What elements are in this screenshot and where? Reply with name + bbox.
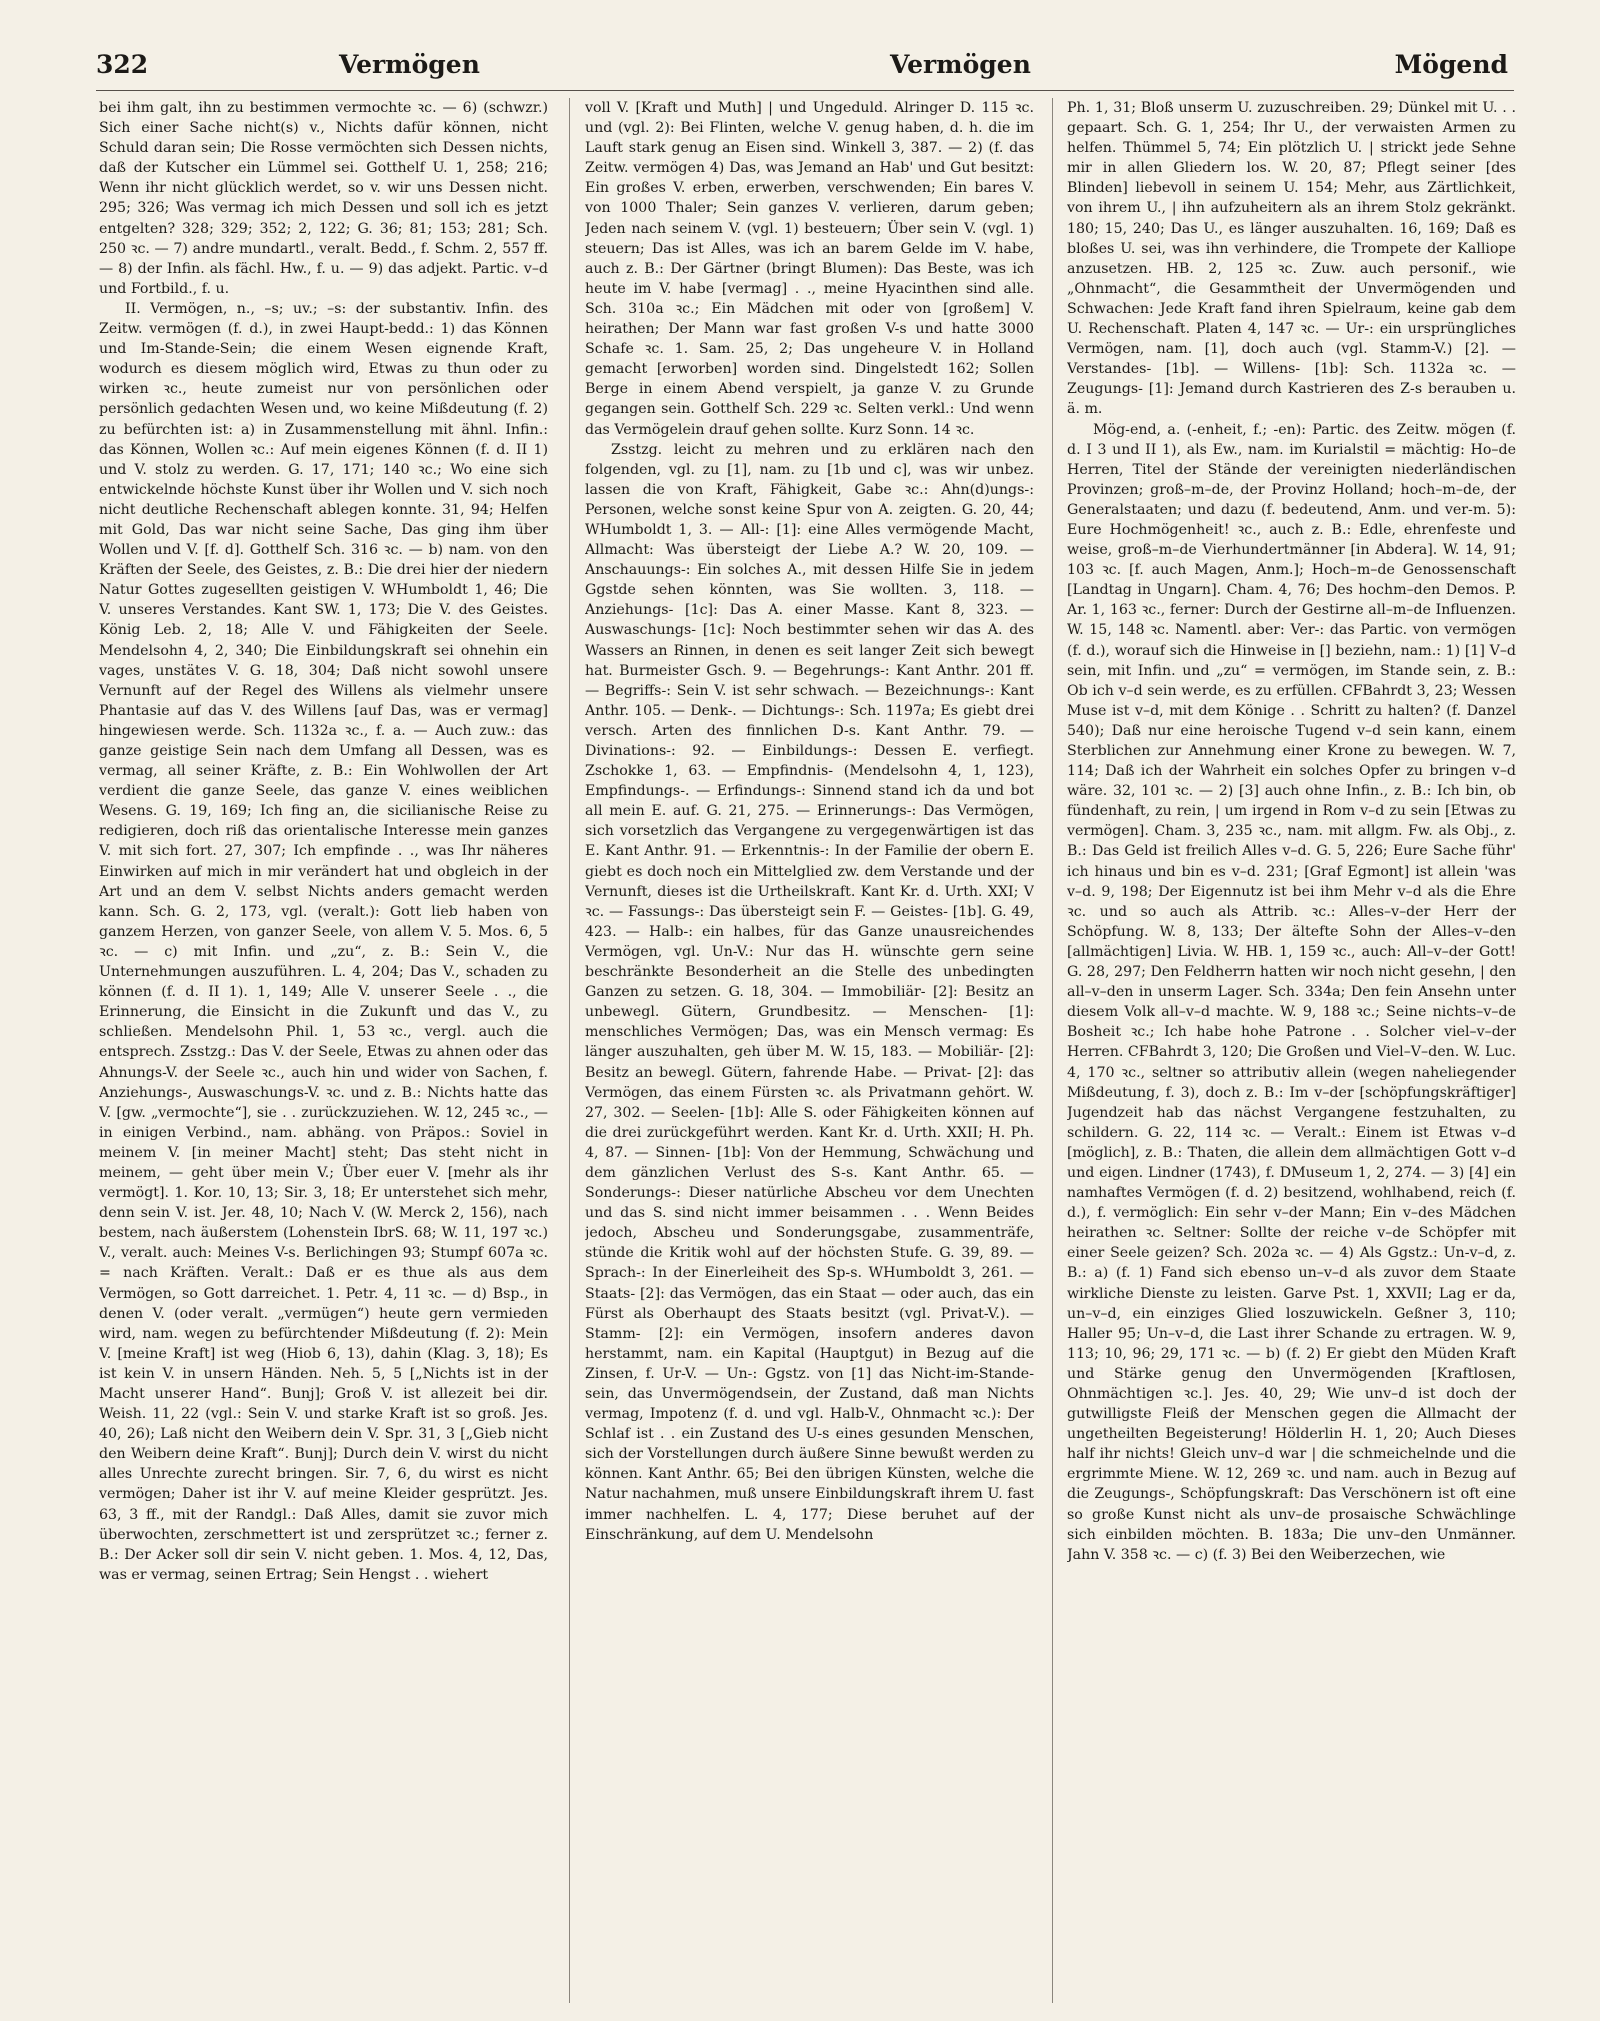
- page-header: [96, 50, 1516, 90]
- running-head-left: Vermögen: [339, 50, 480, 79]
- header-rule: [96, 90, 1514, 91]
- entry-paragraph: bei ihm galt, ihn zu bestimmen vermochte ꝛc. — 6) (schwzr.) Sich einer Sache nicht(s) v., Nichts dafür können, nicht Schuld daran sein; Die Rosse vermöchten sich Dessen nichts, daß der Kutscher ein Lümmel sei. Gotthelf U. 1, 258; 216; Wenn ihr nicht glücklich werdet, so v. wir uns Dessen nicht. 295; 326; Was vermag ich mich Dessen und soll ich es jetzt entgelten? 328; 329; 352; 2, 122; G. 36; 81; 153; 281; Sch. 250 ꝛc. — 7) andre mundartl., veralt. Bedd., f. Schm. 2, 557 ff. — 8) der Infin. als fächl. Hw., f. u. — 9) das adjekt. Partic. v–d und Fortbild., f. u.: [99, 100, 548, 297]
- entry-paragraph: II. Vermögen, n., –s; uv.; –s: der substantiv. Infin. des Zeitw. vermögen (f. d.), in zwei Haupt-bedd.: 1) das Können und Im-Stande-Sein; die einem Wesen eignende Kraft, wodurch es diesem möglich wird, Etwas zu thun oder zu wirken ꝛc., heute zumeist nur von persönlichen oder persönlich gedachten Wesen und, wo keine Mißdeutung (f. 2) zu befürchten ist: a) in Zusammenstellung mit ähnl. Infin.: das Können, Wollen ꝛc.: Auf mein eigenes Können (f. d. II 1) und V. stolz zu werden. G. 17, 171; 140 ꝛc.; Wo eine sich entwickelnde höchste Kunst über ihr Wollen und V. sich noch nicht deutliche Rechenschaft ablegen konnte. 31, 94; Helfen mit Gold, Das war nicht seine Sache, Das ging ihm über Wollen und V. [f. d]. Gotthelf Sch. 316 ꝛc. — b) nam. von den Kräften der Seele, des Geistes, z. B.: Die drei hier der niedern Natur Gottes zugesellten geistigen V. WHumboldt 1, 46; Die V. unseres Verstandes. Kant SW. 1, 173; Die V. des Geistes. König Leb. 2, 18; Alle V. und Fähigkeiten der Seele. Mendelsohn 4, 2, 340; Die Einbildungskraft sei ohnehin ein vages, unstätes V. G. 18, 304; Daß nicht sowohl unsere Vernunft auf der Regel des Willens als vielmehr unsere Phantasie auf das V. des Willens [auf Das, was er vermag] hingewiesen werde. Sch. 1132a ꝛc., f. a. — Auch zuw.: das ganze geistige Sein nach dem Umfang all Dessen, was es vermag, all seiner Kräfte, z. B.: Ein Wohlwollen der Art verdient die ganze Seele, das ganze V. eines weiblichen Wesens. G. 19, 169; Ich fing an, die sicilianische Reise zu redigieren, doch riß das orientalische Interesse mein ganzes V. mit sich fort. 27, 307; Ich empfinde . ., was Ihr näheres Einwirken auf mich in mir verändert hat und obgleich in der Art und an dem V. selbst Nichts anders gemacht werden kann. Sch. G. 2, 173, vgl. (veralt.): Gott lieb haben von ganzem Herzen, von ganzer Seele, von allem V. 5. Mos. 6, 5 ꝛc. — c) mit Infin. und „zu“, z. B.: Sein V., die Unternehmungen auszuführen. L. 4, 204; Das V., schaden zu können (f. d. II 1). 1, 149; Alle V. unserer Seele . ., die Erinnerung, die Einsicht in die Zukunft und das V., zu schließen. Mendelsohn Phil. 1, 53 ꝛc., vergl. auch die entsprech. Zsstzg.: Das V. der Seele, Etwas zu ahnen oder das Ahnungs-V. der Seele ꝛc., auch hin und wider von Sachen, f. Anziehungs-, Auswaschungs-V. ꝛc. und z. B.: Nichts hatte das V. [gw. „vermochte“], sie . . zurückzuziehen. W. 12, 245 ꝛc., — in einigen Verbind., nam. abhäng. von Präpos.: Soviel in meinem V. [in meiner Macht] steht; Das steht nicht in meinem, — geht über mein V.; Über euer V. [mehr als ihr vermögt]. 1. Kor. 10, 13; Sir. 3, 18; Er unterstehet sich mehr, denn sein V. ist. Jer. 48, 10; Nach V. (W. Merck 2, 156), nach bestem, nach äußerstem (Lohenstein IbrS. 68; W. 11, 197 ꝛc.) V., veralt. auch: Meines V-s. Berlichingen 93; Stumpf 607a ꝛc. = nach Kräften. Veralt.: Daß er es thue als aus dem Vermögen, so Gott darreichet. 1. Petr. 4, 11 ꝛc. — d) Bsp., in denen V. (oder veralt. „vermügen“) heute gern vermieden wird, nam. wegen zu befürchtender Mißdeutung (f. 2): Mein V. [meine Kraft] ist weg (Hiob 6, 13), dahin (Klag. 3, 18); Es ist kein V. in unsern Händen. Neh. 5, 5 [„Nichts ist in der Macht unserer Hand“. Bunj]; Groß V. ist allezeit bei dir. Weish. 11, 22 (vgl.: Sein V. und starke Kraft ist so groß. Jes. 40, 26); Laß nicht den Weibern dein V. Spr. 31, 3 [„Gieb nicht den Weibern deine Kraft“. Bunj]; Durch dein V. wirst du nicht alles Unrechte zurecht bringen. Sir. 7, 6, du wirst es nicht vermögen; Daher ist ihr V. auf meine Kleider gesprützt. Jes. 63, 3 ff., mit der Randgl.: Daß Alles, damit sie zuvor mich überwochten, zerschmettert ist und zersprützet ꝛc.; ferner z. B.: Der Acker soll dir sein V. nicht geben. 1. Mos. 4, 12, Das, was er vermag, seinen Ertrag; Sein Hengst . . wiehert: [99, 300, 548, 1583]
- column-2: [585, 98, 1034, 1998]
- column-3: [1067, 98, 1516, 1998]
- entry-paragraph: voll V. [Kraft und Muth] | und Ungeduld. Alringer D. 115 ꝛc. und (vgl. 2): Bei Flinten, welche V. genug haben, d. h. die im Lauft stark genug an Eisen sind. Winkell 3, 387. — 2) (f. das Zeitw. vermögen 4) Das, was Jemand an Hab' und Gut besitzt: Ein großes V. erben, erwerben, verschwenden; Ein bares V. von 1000 Thaler; Sein ganzes V. verlieren, darum geben; Jeden nach seinem V. (vgl. 1) besteuern; Über sein V. (vgl. 1) steuern; Das ist Alles, was ich an barem Gelde im V. habe, auch z. B.: Der Gärtner (bringt Blumen): Das Beste, was ich heute im V. habe [vermag] . ., meine Hyacinthen sind alle. Sch. 310a ꝛc.; Ein Mädchen mit oder von [großem] V. heirathen; Der Mann war fast großen V-s und hatte 3000 Schafe ꝛc. 1. Sam. 25, 2; Das ungeheure V. in Holland gemacht [erworben] worden sind. Dingelstedt 162; Sollen Berge in einem Abend verspielt, ja ganze V. zu Grunde gegangen sein. Gotthelf Sch. 229 ꝛc. Selten verkl.: Und wenn das Vermögelein drauf gehen sollte. Kurz Sonn. 14 ꝛc.: [585, 100, 1034, 438]
- entry-paragraph: Zsstzg. leicht zu mehren und zu erklären nach den folgenden, vgl. zu [1], nam. zu [1b und c], was wir unbez. lassen die von Kraft, Fähigkeit, Gabe ꝛc.: Ahn(d)ungs-: Personen, welche sonst keine Spur von A. zeigten. G. 20, 44; WHumboldt 1, 3. — All-: [1]: eine Alles vermögende Macht, Allmacht: Was übersteigt der Liebe A.? W. 20, 109. — Anschauungs-: Ein solches A., mit dessen Hilfe Sie in jedem Ggstde sehen könnten, was Sie wollten. 3, 118. — Anziehungs- [1c]: Das A. einer Masse. Kant 8, 323. — Auswaschungs- [1c]: Noch bestimmter sehen wir das A. des Wassers an Rinnen, in denen es seit langer Zeit sich bewegt hat. Burmeister Gsch. 9. — Begehrungs-: Kant Anthr. 201 ff. — Begriffs-: Sein V. ist sehr schwach. — Bezeichnungs-: Kant Anthr. 105. — Denk-. — Dichtungs-: Sch. 1197a; Es giebt drei versch. Arten des finnlichen D-s. Kant Anthr. 79. — Divinations-: 92. — Einbildungs-: Dessen E. verfiegt. Zschokke 1, 63. — Empfindnis- (Mendelsohn 4, 1, 123), Empfindungs-. — Erfindungs-: Sinnend stand ich da und bot all mein E. auf. G. 21, 275. — Erinnerungs-: Das Vermögen, sich vorsetzlich das Vergangene zu vergegenwärtigen ist das E. Kant Anthr. 91. — Erkenntnis-: In der Familie der obern E. giebt es doch noch ein Mittelglied zw. dem Verstande und der Vernunft, dieses ist die Urtheilskraft. Kant Kr. d. Urth. XXI; V ꝛc. — Fassungs-: Das übersteigt sein F. — Geistes- [1b]. G. 49, 423. — Halb-: ein halbes, für das Ganze unausreichendes Vermögen, vgl. Un-V.: Nur das H. wünschte gern seine beschränkte Besonderheit an die Stelle des unbedingten Ganzen zu setzen. G. 18, 304. — Immobiliär- [2]: Besitz an unbewegl. Gütern, Grundbesitz. — Menschen- [1]: menschliches Vermögen; Das, was ein Mensch vermag: Es länger auszuhalten, geh über M. W. 15, 183. — Mobiliär- [2]: Besitz an bewegl. Gütern, fahrende Habe. — Privat- [2]: das Vermögen, das einem Fürsten ꝛc. als Privatmann gehört. W. 27, 302. — Seelen- [1b]: Alle S. oder Fähigkeiten können auf die drei zurückgeführt werden. Kant Kr. d. Urth. XXII; H. Ph. 4, 87. — Sinnen- [1b]: Von der Hemmung, Schwächung und dem gänzlichen Verlust des S-s. Kant Anthr. 65. — Sonderungs-: Dieser natürliche Abscheu vor dem Unechten und das S. sind nicht immer beisammen . . . Wenn Beides jedoch, Abscheu und Sonderungsgabe, zusammenträfe, stünde die Kritik wohl auf der höchsten Stufe. G. 39, 89. — Sprach-: In der Einerleiheit des Sp-s. WHumboldt 3, 261. — Staats- [2]: das Vermögen, das ein Staat — oder auch, das ein Fürst als Oberhaupt des Staats besitzt (vgl. Privat-V.). — Stamm- [2]: ein Vermögen, insofern anderes davon herstammt, nam. ein Kapital (Hauptgut) in Bezug auf die Zinsen, f. Ur-V. — Un-: Ggstz. von [1] das Nicht-im-Stande-sein, das Unvermögendsein, der Zustand, daß man Nichts vermag, Impotenz (f. d. und vgl. Halb-V., Ohnmacht ꝛc.): Der Schlaf ist . . ein Zustand des U-s eines gesunden Menschen, sich der Vorstellungen durch äußere Sinne bewußt werden zu können. Kant Anthr. 65; Bei den übrigen Künsten, welche die Natur nachahmen, muß unsere Einbildungskraft ihrem U. fast immer nachhelfen. L. 4, 177; Diese beruhet auf der Einschränkung, auf dem U. Mendelsohn: [585, 441, 1034, 1543]
- column-1: [99, 98, 548, 1998]
- entry-paragraph: Mög-end, a. (-enheit, f.; -en): Partic. des Zeitw. mögen (f. d. I 3 und II 1), als Ew., nam. im Kurialstil = mächtig: Ho–de Herren, Titel der Stände der vereinigten niederländischen Provinzen; groß–m–de, der Provinz Holland; hoch–m–de, der Generalstaaten; und dazu (f. bedeutend, Anm. und ver-m. 5): Eure Hochmögenheit! ꝛc., auch z. B.: Edle, ehrenfeste und weise, groß–m–de Vierhundertmänner [in Abdera]. W. 14, 91; 103 ꝛc. [f. auch Magen, Anm.]; Hoch–m–de Genossenschaft [Landtag in Ungarn]. Cham. 4, 76; Des hochm–den Demos. P. Ar. 1, 163 ꝛc., ferner: Durch der Gestirne all–m–de Influenzen. W. 15, 148 ꝛc. Namentl. aber: Ver-: das Partic. von vermögen (f. d.), worauf sich die Hinweise in [] beziehn, nam.: 1) [1] V–d sein, mit Infin. und „zu“ = vermögen, im Stande sein, z. B.: Ob ich v–d sein werde, es zu erfüllen. CFBahrdt 3, 23; Wessen Muse ist v–d, mit dem Könige . . Schritt zu halten? (f. Danzel 540); Daß nur eine heroische Tugend v–d sein kann, einem Sterblichen zur Annehmung einer Krone zu bewegen. W. 7, 114; Daß ich der Wahrheit ein solches Opfer zu bringen v–d wäre. 32, 101 ꝛc. — 2) [3] auch ohne Infin., z. B.: Ich bin, ob fündenhaft, zu rein, | um irgend in Rom v–d zu sein [Etwas zu vermögen]. Cham. 3, 235 ꝛc., nam. mit allgm. Fw. als Obj., z. B.: Das Geld ist freilich Alles v–d. G. 5, 226; Eure Sache führ' ich hinaus und bin es v–d. 231; [Graf Egmont] ist allein 'was v–d. 9, 198; Der Eigennutz ist bei ihm Mehr v–d als die Ehre ꝛc. und so auch als Attrib. ꝛc.: Alles–v–der Herr der Schöpfung. W. 8, 133; Der ältefte Sohn der Alles–v–den [allmächtigen] Livia. W. HB. 1, 159 ꝛc., auch: All–v–der Gott! G. 28, 297; Den Feldherrn hatten wir noch nicht gesehn, | den all–v–den in unserm Lager. Sch. 334a; Den fein Ansehn unter diesem Volk all–v–d machte. W. 9, 188 ꝛc.; Seine nichts–v–de Bosheit ꝛc.; Ich habe hohe Patrone . . Solcher viel–v–der Herren. CFBahrdt 3, 120; Die Großen und Viel–V–den. W. Luc. 4, 170 ꝛc., seltner so attributiv allein (wegen naheliegender Mißdeutung, f. 3), doch z. B.: Im v–der [schöpfungskräftiger] Jugendzeit hab das nächst Vergangene festzuhalten, zu schildern. G. 22, 114 ꝛc. — Veralt.: Einem ist Etwas v–d [möglich], z. B.: Thaten, die allein dem allmächtigen Gott v–d und eigen. Lindner (1743), f. DMuseum 1, 2, 274. — 3) [4] ein namhaftes Vermögen (f. d. 2) besitzend, wohlhabend, reich (f. d.), f. vermöglich: Ein sehr v–der Mann; Ein v–des Mädchen heirathen ꝛc. Seltner: Sollte der reiche v–de Schöpfer mit einer Seele geizen? Sch. 202a ꝛc. — 4) Als Ggstz.: Un-v–d, z. B.: a) (f. 1) Fand sich ebenso un–v–d als zuvor dem Staate wirkliche Dienste zu leisten. Garve Pst. 1, XXVII; Lag er da, un–v–d, ein einziges Glied loszuwickeln. Geßner 3, 110; Haller 95; Un–v–d, die Last ihrer Schande zu ertragen. W. 9, 113; 10, 96; 29, 171 ꝛc. — b) (f. 2) Er giebt den Müden Kraft und Stärke genug den Unvermögenden [Kraftlosen, Ohnmächtigen ꝛc.]. Jes. 40, 29; Wie unv–d ist doch der gutwilligste Fleiß der Menschen gegen die Allmacht der ungetheilten Begeisterung! Hölderlin H. 1, 20; Auch Dieses half ihr nichts! Gleich unv–d war | die schmeichelnde und die ergrimmte Miene. W. 12, 269 ꝛc. und nam. auch in Bezug auf die Zeugungs-, Schöpfungskraft: Das Verschönern ist oft eine so große Kunst nicht als unv–de prosaische Schwächlinge sich einbilden möchten. B. 183a; Die unv–den Unmänner. Jahn V. 358 ꝛc. — c) (f. 3) Bei den Weiberzechen, wie: [1067, 421, 1516, 1563]
- entry-paragraph: Ph. 1, 31; Bloß unserm U. zuzuschreiben. 29; Dünkel mit U. . . gepaart. Sch. G. 1, 254; Ihr U., der verwaisten Armen zu helfen. Thümmel 5, 74; Ein plötzlich U. | strickt jede Sehne mir in allen Gliedern los. W. 20, 87; Pflegt seiner [des Blinden] liebevoll in seinem U. 154; Mehr, aus Zärtlichkeit, von ihrem U., | ihn aufzuheitern als an ihrem Stolz gekränkt. 180; 15, 240; Das U., es länger auszuhalten. 16, 169; Daß es bloßes U. sei, was ihn verhindere, die Trompete der Kalliope anzusetzen. HB. 2, 125 ꝛc. Zuw. auch personif., wie „Ohnmacht“, die Gesammtheit der Unvermögenden und Schwachen: Jede Kraft fand ihren Spielraum, keine gab dem U. Rechenschaft. Platen 4, 147 ꝛc. — Ur-: ein ursprüngliches Vermögen, nam. [1], doch auch (vgl. Stamm-V.) [2]. — Verstandes- [1b]. — Willens- [1b]: Sch. 1132a ꝛc. — Zeugungs- [1]: Jemand durch Kastrieren des Z-s berauben u. ä. m.: [1067, 100, 1516, 418]
- page-number: 322: [96, 50, 149, 79]
- running-head-center: Vermögen: [890, 50, 1031, 79]
- column-divider: [569, 98, 570, 2003]
- running-head-right: Mögend: [1394, 50, 1508, 79]
- column-divider: [1052, 98, 1053, 2003]
